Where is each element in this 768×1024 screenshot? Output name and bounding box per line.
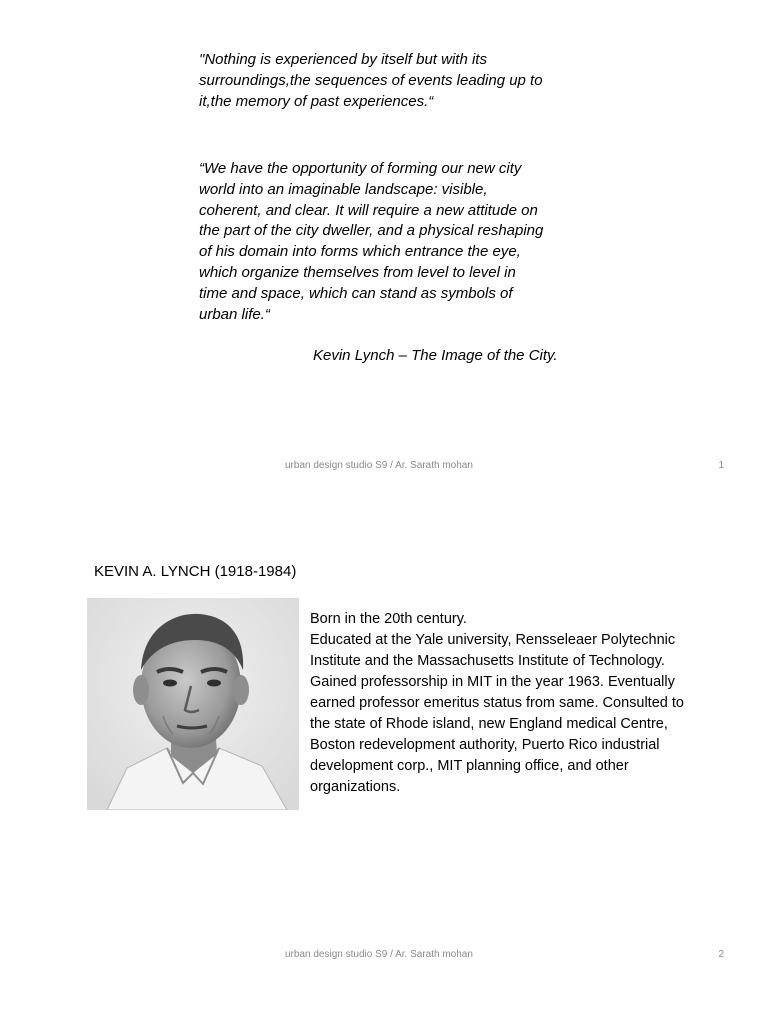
quote-attribution: Kevin Lynch – The Image of the City. [313, 347, 558, 364]
slide-heading: KEVIN A. LYNCH (1918-1984) [94, 563, 297, 580]
quote-city-landscape: “We have the opportunity of forming our new city world into an imaginable landscape: visible, coherent, and clear. It will require a new attitude on the part of the city dweller, and a physical reshaping of his domain into forms which entrance the eye, which organize themselves from level to level in time and space, which can stand as symbols of urban life.“ [199, 160, 544, 323]
slide-2 [0, 512, 768, 1024]
biography-text: Born in the 20th century. Educated at the Yale university, Rensseleaer Polytechnic Institute and the Massachusetts Institute of Technology. Gained professorship in MIT in the year 1963. Eventually earned professor emeritus status from same. Consulted to the state of Rhode island, new England medical Centre, Boston redevelopment authority, Puerto Rico industrial development corp., MIT planning office, and other organizations. [310, 611, 684, 795]
page-number: 1 [718, 460, 724, 471]
quote-experience: "Nothing is experienced by itself but with its surroundings,the sequences of events leading up to it,the memory of past experiences.“ [199, 51, 543, 110]
portrait-illustration [87, 598, 299, 810]
portrait-photo [87, 598, 299, 810]
slide-footer: urban design studio S9 / Ar. Sarath mohan [285, 460, 473, 471]
slide-footer: urban design studio S9 / Ar. Sarath mohan [285, 949, 473, 960]
page-number: 2 [718, 949, 724, 960]
